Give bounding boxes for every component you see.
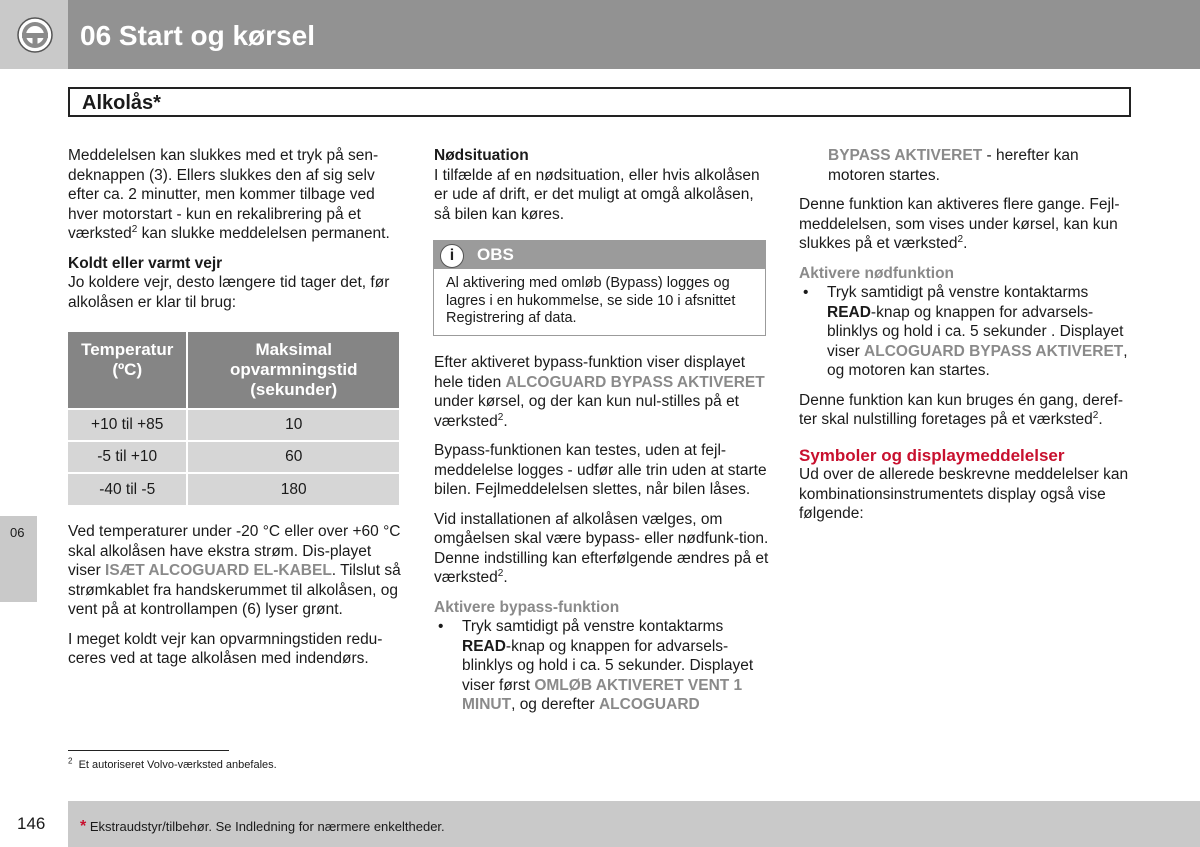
column-2 xyxy=(434,353,769,715)
paragraph: Vid installationen af alkolåsen vælges, om omgåelsen skal være bypass- eller nødfunk-tion. Denne indstilling kan efterfølgende ændres på et værksted$^2$. xyxy=(434,510,769,586)
paragraph: Bypass-funktionen kan testes, uden at fejl-meddelelse logges - udfør alle trin uden at starte bilen. Fejlmeddelelsen slettes, når bilen låses. xyxy=(434,442,767,498)
paragraph: Efter aktiveret bypass-funktion viser displayet hele tiden ALCOGUARD BYPASS AKTIVERET under kørsel, og der kan kun nul-stilles på et værksted$^2$. xyxy=(434,354,765,430)
obs-label: OBS xyxy=(477,245,514,264)
paragraph: Ud over de allerede beskrevne meddelelser kan kombinationsinstrumentets display også vise følgende: xyxy=(799,466,1129,522)
bullet-icon: • xyxy=(803,284,809,301)
info-icon: i xyxy=(440,244,464,268)
table-row: -5 til +10 60 xyxy=(68,441,399,473)
table-header-temperature: Temperatur (ºC) xyxy=(68,332,187,409)
paragraph: I tilfælde af en nødsituation, eller hvis alkolåsen er ude af drift, er det muligt at omgå alkolåsen, så bilen kan køres. xyxy=(434,166,760,223)
chapter-tab xyxy=(0,516,37,602)
column-1 xyxy=(68,146,403,322)
warmup-table xyxy=(68,332,399,505)
obs-header xyxy=(434,241,765,269)
list-item: • Tryk samtidigt på venstre kontaktarms READ-knap og knappen for advarsels-blinklys og hold i ca. 5 sekunder . Displayet viser ALCOGUARD BYPASS AKTIVERET, og motoren kan startes. xyxy=(803,284,1128,379)
column-2-top xyxy=(434,146,769,234)
obs-text: Al aktivering med omløb (Bypass) logges og lagres i en hukommelse, se side 10 i afsnittet Registrering af data. xyxy=(446,275,736,326)
section-header xyxy=(68,87,1131,117)
heading-emergency: Nødsituation xyxy=(434,147,529,164)
table-row: +10 til +85 10 xyxy=(68,409,399,441)
paragraph: Ved temperaturer under -20 °C eller over +60 °C skal alkolåsen have ekstra strøm. Dis-playet viser ISÆT ALCOGUARD EL-KABEL. Tilslut så strømkablet fra handskerummet til alkolåsen, og vent på at kontrollampen (6) lyser grønt. xyxy=(68,523,401,618)
chapter-tab-label: 06 xyxy=(10,525,25,540)
paragraph: BYPASS AKTIVERET - herefter kan motoren startes. xyxy=(828,147,1079,184)
footnote-divider xyxy=(68,750,229,751)
paragraph: Denne funktion kan aktiveres flere gange. Fejl-meddelelsen, som vises under kørsel, kan kun slukkes på et værksted$^2$. xyxy=(799,196,1120,252)
column-3 xyxy=(799,146,1139,534)
heading-cold-warm: Koldt eller varmt vejr xyxy=(68,254,223,272)
table-row: -40 til -5 180 xyxy=(68,473,399,505)
list-item: • Tryk samtidigt på venstre kontaktarms READ-knap og knappen for advarsels-blinklys og hold i ca. 5 sekunder. Displayet viser først OMLØB AKTIVERET VENT 1 MINUT, og derefter ALCOGUARD xyxy=(438,618,754,713)
heading-emergency-function: Aktivere nødfunktion xyxy=(799,264,955,282)
heading-symbols: Symboler og displaymeddelelser xyxy=(799,445,1065,465)
steering-wheel-icon xyxy=(16,16,54,54)
obs-note xyxy=(433,240,766,336)
table-header-warmup-time: Maksimal opvarmningstid (sekunder) xyxy=(187,332,399,409)
footer-note: * Ekstraudstyr/tilbehør. Se Indledning for nærmere enkeltheder. xyxy=(80,818,445,835)
paragraph: Meddelelsen kan slukkes med et tryk på sen-deknappen (3). Ellers slukkes den af sig selv efter ca. 2 minutter, men kommer tilbage ved hver motorstart - kun en rekalibrering på et værksted$^2$ kan slukke meddelelsen permanent. xyxy=(68,147,390,242)
paragraph: Jo koldere vejr, desto længere tid tager det, før alkolåsen er klar til brug: xyxy=(68,274,390,311)
column-1-lower xyxy=(68,522,403,679)
paragraph: I meget koldt vejr kan opvarmningstiden redu-ceres ved at tage alkolåsen med indendørs. xyxy=(68,630,383,667)
bullet-icon: • xyxy=(438,618,444,635)
footnote: $^2$ Et autoriseret Volvo-værksted anbefales. xyxy=(68,756,277,771)
page-number: 146 xyxy=(17,814,46,833)
heading-bypass: Aktivere bypass-funktion xyxy=(434,598,620,616)
paragraph: Denne funktion kan kun bruges én gang, deref-ter skal nulstilling foretages på et værksted$^2$. xyxy=(799,391,1124,428)
chapter-title: 06 Start og kørsel xyxy=(80,20,315,51)
section-title: Alkolås* xyxy=(82,92,161,114)
